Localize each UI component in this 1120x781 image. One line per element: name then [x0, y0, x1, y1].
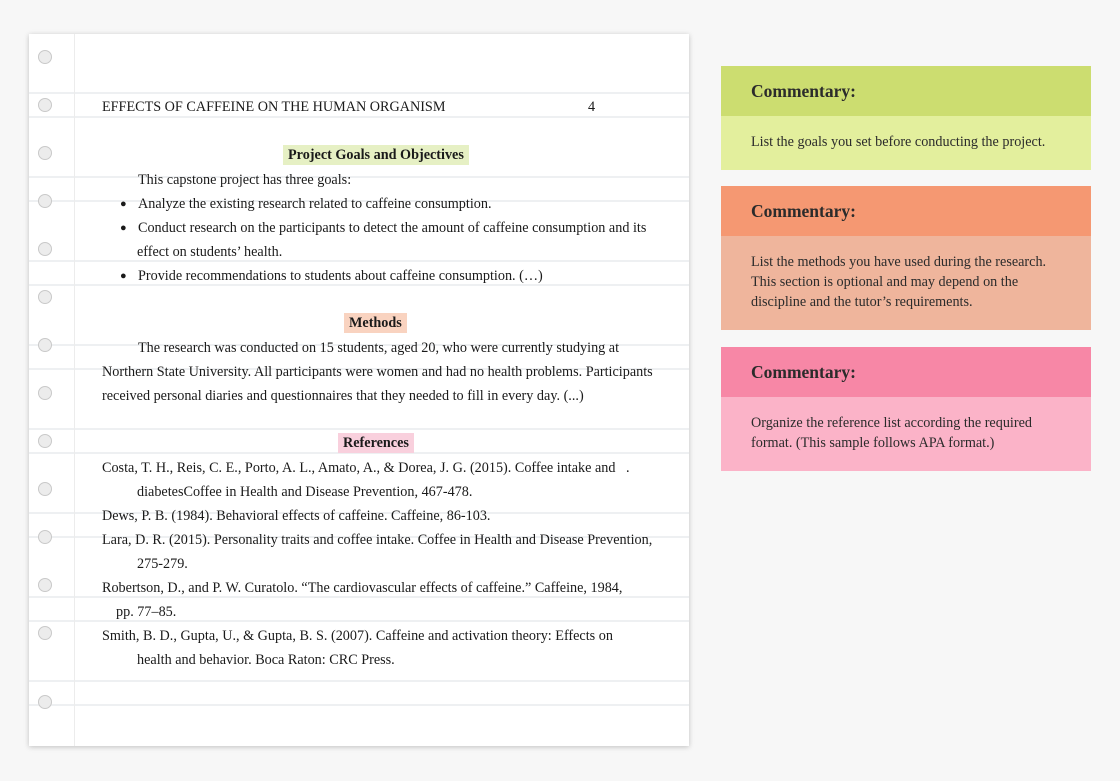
binder-hole — [38, 146, 52, 160]
commentary-references — [721, 347, 1091, 471]
binder-hole — [38, 338, 52, 352]
reference-line: Lara, D. R. (2015). Personality traits and coffee intake. Coffee in Health and Disease Prevention, — [102, 532, 653, 548]
binder-hole — [38, 386, 52, 400]
commentary-text: Organize the reference list according the required format. (This sample follows APA format.) — [721, 397, 1091, 471]
margin-line — [74, 34, 75, 746]
reference-line: health and behavior. Boca Raton: CRC Press. — [137, 652, 395, 668]
reference-line: 275-279. — [137, 556, 188, 572]
methods-heading: Methods — [344, 313, 407, 333]
commentary-title: Commentary: — [721, 186, 1091, 236]
binder-hole — [38, 695, 52, 709]
methods-line: The research was conducted on 15 students, aged 20, who were currently studying at — [138, 340, 620, 356]
reference-line: diabetesCoffee in Health and Disease Prevention, 467-478. — [137, 484, 473, 500]
goal-item: Provide recommendations to students about caffeine consumption. (…) — [138, 268, 543, 284]
binder-hole — [38, 98, 52, 112]
reference-line: Dews, P. B. (1984). Behavioral effects of caffeine. Caffeine, 86-103. — [102, 508, 491, 524]
reference-line: Smith, B. D., Gupta, U., & Gupta, B. S. (2007). Caffeine and activation theory: Effects on — [102, 628, 613, 644]
binder-hole — [38, 578, 52, 592]
commentary-title: Commentary: — [721, 347, 1091, 397]
bullet-dot: ● — [120, 198, 127, 210]
binder-hole — [38, 194, 52, 208]
document-page — [29, 34, 689, 746]
binder-hole — [38, 530, 52, 544]
binder-hole — [38, 290, 52, 304]
goals-heading: Project Goals and Objectives — [283, 145, 469, 165]
bullet-dot: ● — [120, 270, 127, 282]
commentary-goals — [721, 66, 1091, 170]
commentary-text: List the goals you set before conducting the project. — [721, 116, 1091, 170]
binder-hole — [38, 242, 52, 256]
binder-hole — [38, 434, 52, 448]
bullet-dot: ● — [120, 222, 127, 234]
reference-line: pp. 77–85. — [116, 604, 177, 620]
binder-hole — [38, 482, 52, 496]
goals-intro: This capstone project has three goals: — [138, 172, 352, 188]
commentary-text: List the methods you have used during the research. This section is optional and may depend on the discipline and the tutor’s requirements. — [721, 236, 1091, 330]
methods-line: Northern State University. All participants were women and had no health problems. Participants — [102, 364, 653, 380]
binder-hole — [38, 626, 52, 640]
commentary-title: Commentary: — [721, 66, 1091, 116]
goal-item-continuation: effect on students’ health. — [137, 244, 283, 260]
references-heading: References — [338, 433, 414, 453]
stray-dot: . — [626, 460, 630, 476]
goal-item: Analyze the existing research related to caffeine consumption. — [138, 196, 492, 212]
binder-hole — [38, 50, 52, 64]
running-head: EFFECTS OF CAFFEINE ON THE HUMAN ORGANISM — [102, 99, 446, 115]
goal-item: Conduct research on the participants to detect the amount of caffeine consumption and its — [138, 220, 647, 236]
page-number: 4 — [588, 99, 596, 115]
reference-line: Costa, T. H., Reis, C. E., Porto, A. L., Amato, A., & Dorea, J. G. (2015). Coffee intake and — [102, 460, 616, 476]
methods-line: received personal diaries and questionnaires that they needed to fill in every day. (...) — [102, 388, 584, 404]
commentary-methods — [721, 186, 1091, 330]
reference-line: Robertson, D., and P. W. Curatolo. “The cardiovascular effects of caffeine.” Caffeine, 1984, — [102, 580, 623, 596]
